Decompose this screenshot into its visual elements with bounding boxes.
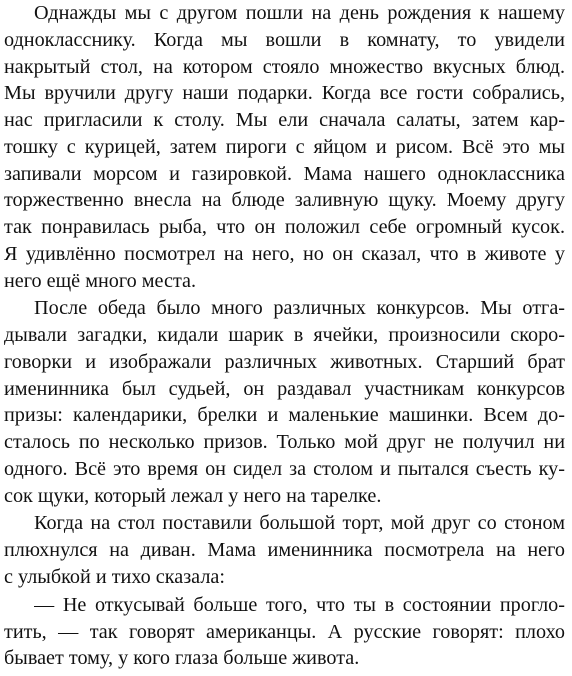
text-line: с улыбкой и тихо сказала: bbox=[4, 566, 225, 588]
text-line: Однажды мы с другом пошли на день рождения к нашему bbox=[34, 2, 565, 24]
text-line: запивали морсом и газировкой. Мама нашего одноклассника bbox=[4, 162, 565, 185]
text-line: так понравилась рыба, что он положил себе огромный кусок. bbox=[4, 216, 565, 239]
text-line: накрытый стол, на котором стояло множество вкусных блюд. bbox=[4, 55, 565, 78]
text-line: тошку с курицей, затем пироги с яйцом и рисом. Всё это мы bbox=[4, 135, 565, 158]
text-line: него ещё много места. bbox=[4, 269, 197, 292]
text-line: говорки и изображали различных животных. Старший брат bbox=[4, 350, 565, 373]
text-line: тить, — так говорят американцы. А русские говорят: плохо bbox=[4, 620, 565, 643]
text-line: Когда на стол поставили большой торт, мой друг со стоном bbox=[34, 512, 565, 535]
text-line: Я удивлённо посмотрел на него, но он сказал, что в животе у bbox=[4, 242, 565, 265]
text-line: Мы вручили другу наши подарки. Когда все гости собрались, bbox=[4, 82, 565, 105]
text-line: — Не откусывай больше того, что ты в состоянии прогло- bbox=[34, 593, 565, 616]
text-line: именинника был судьей, он раздавал участникам конкурсов bbox=[4, 377, 565, 400]
text-line: плюхнулся на диван. Мама именинника посмотрела на него bbox=[4, 539, 565, 562]
text-line: нас пригласили к столу. Мы ели сначала салаты, затем кар- bbox=[4, 109, 565, 131]
text-line: После обеда было много различных конкурсов. Мы отга- bbox=[34, 297, 565, 320]
text-line: сок щуки, который лежал у него на тарелке. bbox=[4, 484, 382, 507]
text-line: сталось по несколько призов. Только мой друг не получил ни bbox=[4, 431, 565, 454]
text-line: призы: календарики, брелки и маленькие машинки. Всем до- bbox=[4, 404, 565, 427]
text-line: одного. Всё это время он сидел за столом и пытался съесть ку- bbox=[4, 457, 565, 480]
text-line: однокласснику. Когда мы вошли в комнату, то увидели bbox=[4, 28, 565, 51]
text-line: дывали загадки, кидали шарик в ячейки, произносили скоро- bbox=[4, 324, 565, 347]
text-line: бывает тому, у кого глаза больше живота. bbox=[4, 647, 360, 670]
text-line: торжественно внесла на блюде заливную щуку. Моему другу bbox=[4, 189, 565, 212]
